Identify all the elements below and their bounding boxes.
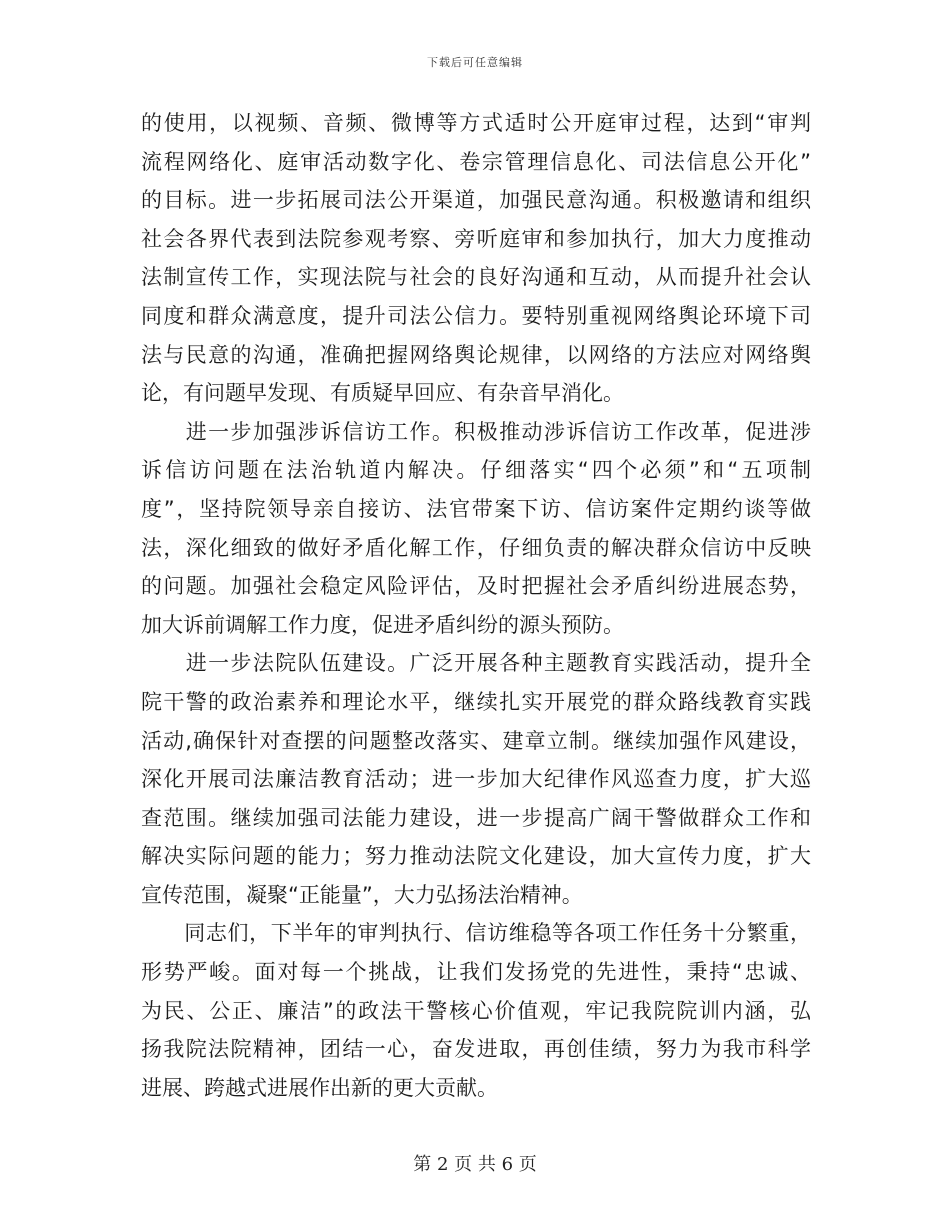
- text-line: 活动,确保针对查摆的问题整改落实、建章立制。继续加强作风建设，: [141, 728, 811, 753]
- text-line: 进一步加强涉诉信访工作。积极推动涉诉信访工作改革，促进涉: [141, 419, 811, 444]
- text-line: 查范围。继续加强司法能力建设，进一步提高广阔干警做群众工作和: [141, 805, 811, 830]
- text-line: 同度和群众满意度，提升司法公信力。要特别重视网络舆论环境下司: [141, 303, 811, 328]
- text-line: 同志们，下半年的审判执行、信访维稳等各项工作任务十分繁重，: [141, 921, 811, 946]
- text-line: 度”，坚持院领导亲自接访、法官带案下访、信访案件定期约谈等做: [141, 496, 811, 521]
- text-line: 深化开展司法廉洁教育活动；进一步加大纪律作风巡查力度，扩大巡: [141, 767, 811, 792]
- text-line: 法制宣传工作，实现法院与社会的良好沟通和互动，从而提升社会认: [141, 265, 811, 290]
- text-line: 法，深化细致的做好矛盾化解工作，仔细负责的解决群众信访中反映: [141, 535, 811, 560]
- text-line: 的目标。进一步拓展司法公开渠道，加强民意沟通。积极邀请和组织: [141, 188, 811, 213]
- text-line: 流程网络化、庭审活动数字化、卷宗管理信息化、司法信息公开化”: [141, 149, 811, 174]
- text-line: 论，有问题早发现、有质疑早回应、有杂音早消化。: [141, 381, 624, 406]
- text-line: 诉信访问题在法治轨道内解决。仔细落实“四个必须”和“五项制: [141, 458, 811, 483]
- text-line: 扬我院法院精神，团结一心，奋发进取，再创佳绩，努力为我市科学: [141, 1037, 811, 1062]
- text-line: 宣传范围，凝聚“正能量”，大力弘扬法治精神。: [141, 882, 583, 907]
- text-line: 为民、公正、廉洁”的政法干警核心价值观，牢记我院院训内涵，弘: [141, 998, 811, 1023]
- paragraph: [141, 104, 811, 413]
- page-number: 第 2 页 共 6 页: [413, 1154, 537, 1175]
- paragraph: [141, 413, 811, 645]
- text-line: 形势严峻。面对每一个挑战，让我们发扬党的先进性，秉持“忠诚、: [141, 960, 811, 985]
- text-line: 法与民意的沟通，准确把握网络舆论规律，以网络的方法应对网络舆: [141, 342, 811, 367]
- text-line: 的问题。加强社会稳定风险评估，及时把握社会矛盾纠纷进展态势，: [141, 574, 811, 599]
- page-header: 下载后可任意编辑: [427, 56, 523, 69]
- text-line: 解决实际问题的能力；努力推动法院文化建设，加大宣传力度，扩大: [141, 844, 811, 869]
- body-text: [141, 104, 811, 1107]
- paragraph: [141, 644, 811, 914]
- text-line: 院干警的政治素养和理论水平，继续扎实开展党的群众路线教育实践: [141, 689, 811, 714]
- text-line: 加大诉前调解工作力度，促进矛盾纠纷的源头预防。: [141, 612, 624, 637]
- text-line: 的使用，以视频、音频、微博等方式适时公开庭审过程，达到“审判: [141, 111, 811, 135]
- paragraph: [141, 914, 811, 1107]
- text-line: 社会各界代表到法院参观考察、旁听庭审和参加执行，加大力度推动: [141, 226, 811, 251]
- text-line: 进一步法院队伍建设。广泛开展各种主题教育实践活动，提升全: [141, 651, 811, 676]
- text-line: 进展、跨越式进展作出新的更大贡献。: [141, 1075, 498, 1100]
